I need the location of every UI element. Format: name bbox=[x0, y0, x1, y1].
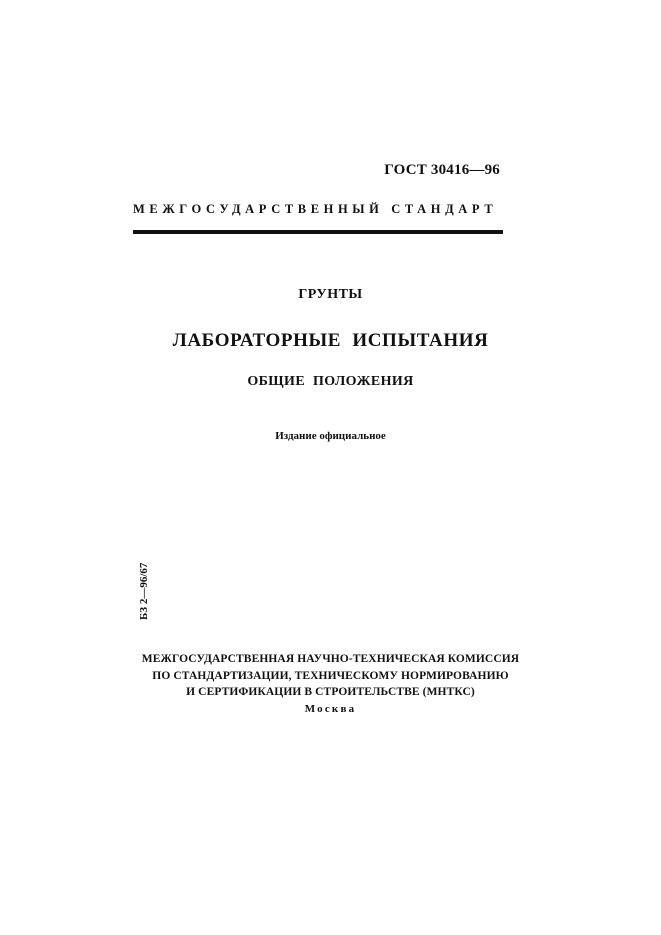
header-divider bbox=[133, 230, 503, 234]
gost-number: ГОСТ 30416—96 bbox=[384, 162, 500, 178]
edition-note: Издание официальное bbox=[275, 430, 386, 442]
publisher-city: Москва bbox=[304, 702, 357, 715]
publisher-line-1: МЕЖГОСУДАРСТВЕННАЯ НАУЧНО-ТЕХНИЧЕСКАЯ КОМИССИЯ bbox=[141, 653, 520, 665]
standard-type-heading: МЕЖГОСУДАРСТВЕННЫЙ СТАНДАРТ bbox=[133, 202, 498, 216]
document-part-title: ОБЩИЕ ПОЛОЖЕНИЯ bbox=[247, 374, 414, 389]
publisher-line-3: И СЕРТИФИКАЦИИ В СТРОИТЕЛЬСТВЕ (МНТКС) bbox=[186, 686, 475, 698]
catalog-code: БЗ 2—96/67 bbox=[138, 562, 150, 620]
document-title: ГРУНТЫ bbox=[298, 287, 363, 302]
publisher-block bbox=[0, 651, 661, 717]
publisher-line-2: ПО СТАНДАРТИЗАЦИИ, ТЕХНИЧЕСКОМУ НОРМИРОВАНИЮ bbox=[152, 669, 509, 682]
document-subtitle: ЛАБОРАТОРНЫЕ ИСПЫТАНИЯ bbox=[172, 330, 489, 351]
